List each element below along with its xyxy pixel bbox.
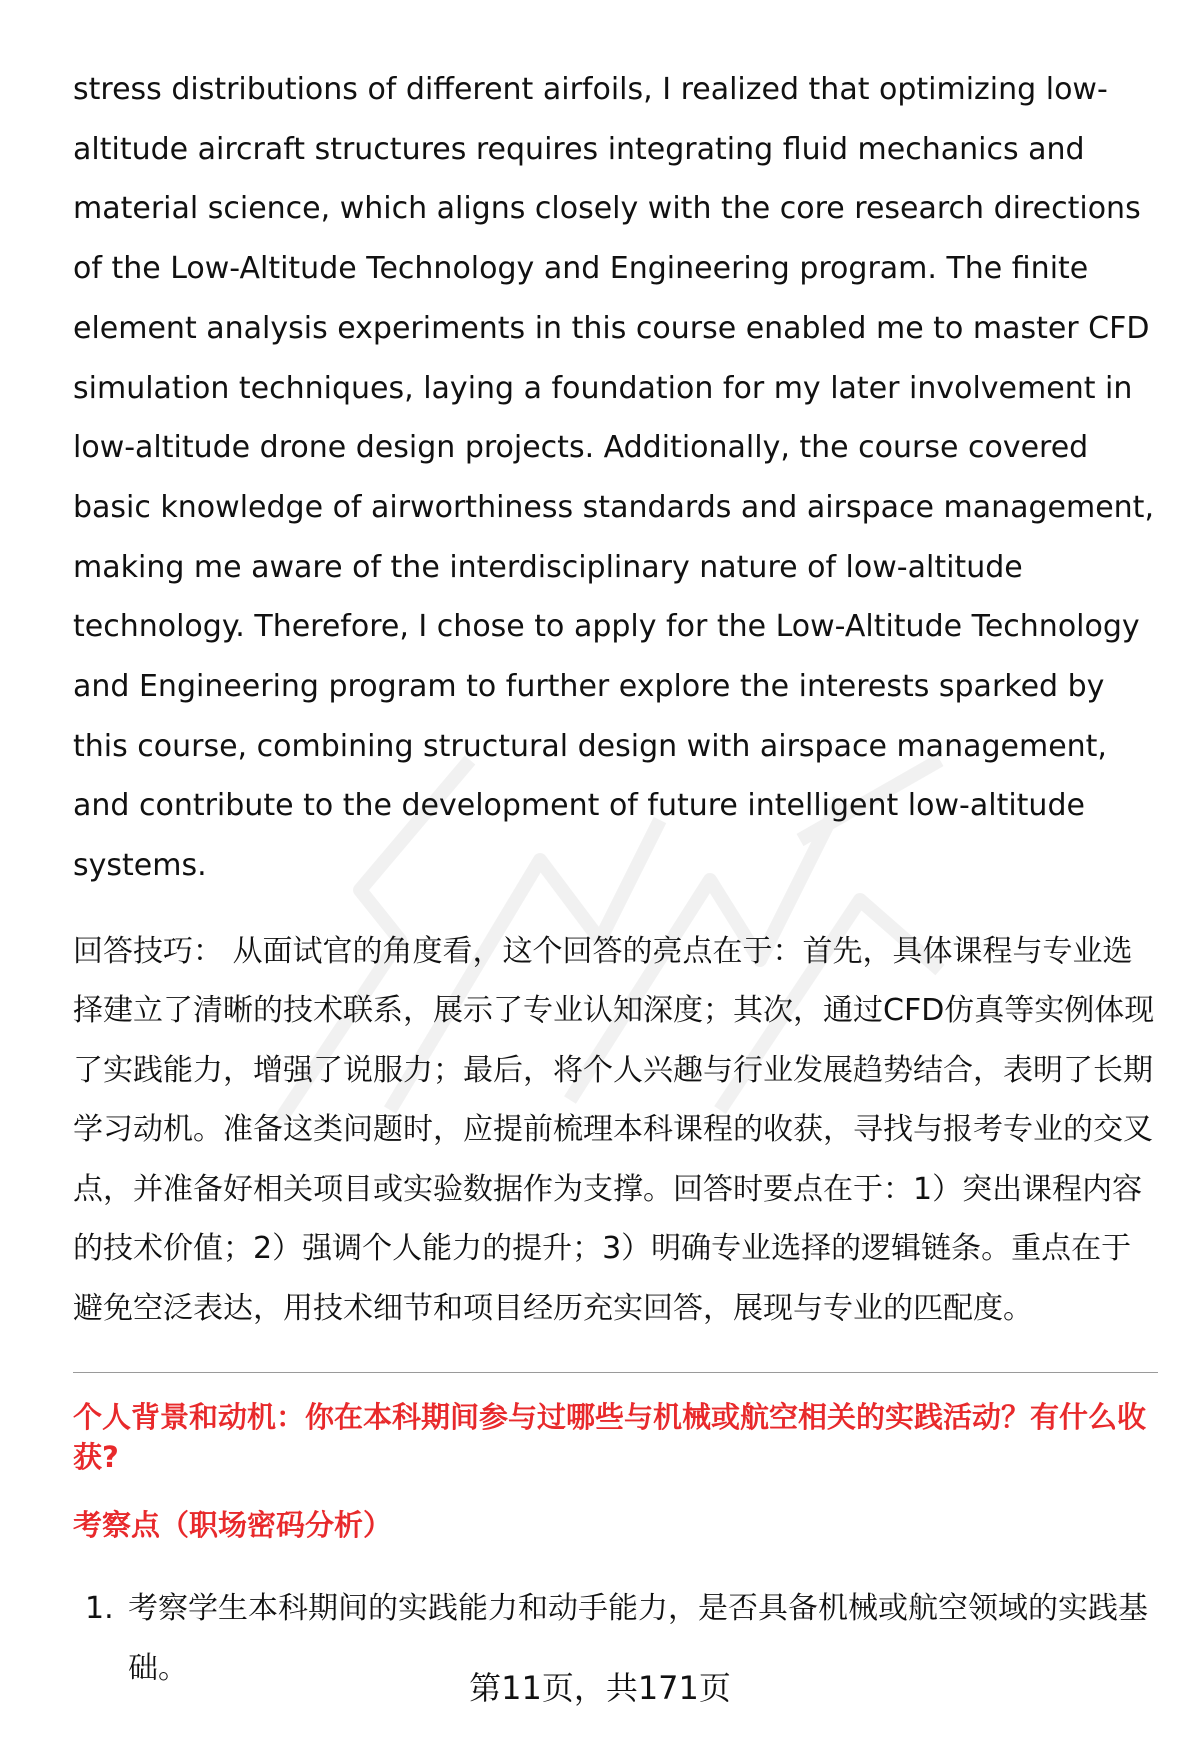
- page-content: [73, 60, 1160, 1699]
- list-item-number: 1.: [85, 1591, 114, 1627]
- list-item-text: 考察学生本科期间的实践能力和动手能力，是否具备机械或航空领域的实践基础。: [128, 1591, 1148, 1687]
- assessment-subheading: 考察点（职场密码分析）: [73, 1508, 393, 1543]
- question-heading: 个人背景和动机：你在本科期间参与过哪些与机械或航空相关的实践活动？有什么收获?: [73, 1400, 1147, 1475]
- answer-tips-paragraph: 回答技巧： 从面试官的角度看，这个回答的亮点在于：首先，具体课程与专业选择建立了清晰的技术联系，展示了专业认知深度；其次，通过CFD仿真等实例体现了实践能力，增强了说服力；最后，将个人兴趣与行业发展趋势结合，表明了长期学习动机。准备这类问题时，应提前梳理本科课程的收获，寻找与报考专业的交叉点，并准备好相关项目或实验数据作为支撑。回答时要点在于：1）突出课程内容的技术价值；2）强调个人能力的提升；3）明确专业选择的逻辑链条。重点在于避免空泛表达，用技术细节和项目经历充实回答，展现与专业的匹配度。: [73, 933, 1155, 1326]
- section-divider: [73, 1372, 1158, 1373]
- answer-paragraph: stress distributions of different airfoils, I realized that optimizing low-altitude aircraft structures requires integrating fluid mechanics and material science, which aligns closely with the core research directions of the Low-Altitude Technology and Engineering program. The finite element analysis experiments in this course enabled me to master CFD simulation techniques, laying a foundation for my later involvement in low-altitude drone design projects. Additionally, the course covered basic knowledge of airworthiness standards and airspace management, making me aware of the interdisciplinary nature of low-altitude technology. Therefore, I chose to apply for the Low-Altitude Technology and Engineering program to further explore the interests sparked by this course, combining structural design with airspace management, and contribute to the development of future intelligent low-altitude systems.: [73, 72, 1154, 884]
- page-footer: 第11页，共171页: [469, 1669, 731, 1707]
